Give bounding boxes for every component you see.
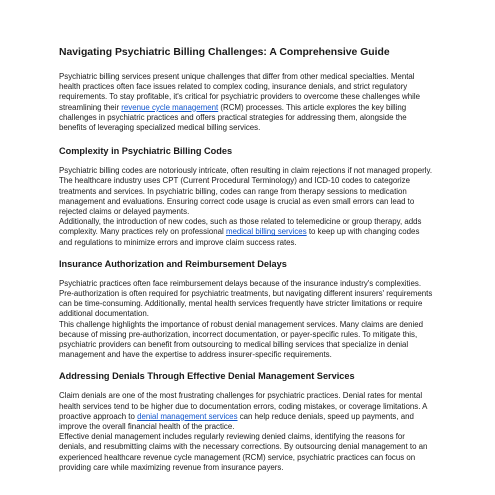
section-paragraph: This challenge highlights the importance of robust denial management services. Many claims are denied because of missing pre-authorization, incorrect documentation, or payer-specific rules. To mitigate this, psychiatric providers can benefit from outsourcing to medical billing services that specialize in denial management and have the expertise to address insurer-specific requirements. [59, 319, 424, 360]
intro-text-1: Psychiatric billing services present unique challenges that differ from other medical specialties. Mental health practices often face issues related to complex coding, insurance denials, and strict regulatory requirements. To stay profitable, it's critical for psychiatric providers to overcome these challenges while streamlining their [59, 72, 420, 112]
section-denial-management [59, 370, 433, 473]
link-denial-management-services[interactable]: denial management services [137, 411, 238, 421]
section-paragraph [59, 217, 433, 248]
section-heading: Complexity in Psychiatric Billing Codes [59, 146, 233, 157]
section-paragraph [59, 391, 433, 432]
paragraph-text: to keep up with changing codes and regulations to minimize errors and improve claim success rates. [59, 227, 420, 247]
section-heading: Insurance Authorization and Reimbursement Delays [59, 258, 287, 269]
section-paragraph: Psychiatric billing codes are notoriously intricate, often resulting in claim rejections if not managed properly. The healthcare industry uses CPT (Current Procedural Terminology) and ICD-10 codes to categorize treatments and services. In psychiatric billing, codes can range from therapy sessions to medication management and evaluations. Ensuring correct code usage is crucial as even small errors can lead to rejected claims or delayed payments. [59, 166, 433, 217]
page-title: Navigating Psychiatric Billing Challenges: A Comprehensive Guide [59, 47, 390, 58]
paragraph-text: Claim denials are one of the most frustrating challenges for psychiatric practices. Denial rates for mental health services tend to be higher due to documentation errors, coding mistakes, or coverage limitations. A proactive approach to [59, 391, 427, 421]
section-billing-codes [59, 145, 433, 248]
intro-paragraph [59, 72, 433, 133]
section-insurance-authorization [59, 258, 433, 361]
section-paragraph: Psychiatric practices often face reimbursement delays because of the insurance industry's complexities. Pre-authorization is often required for psychiatric treatments, but navigating different insurers' requirements can be time-consuming. Additionally, mental health services frequently have stricter limitations or require additional documentation. [59, 278, 433, 319]
intro-text-2: (RCM) processes. This article explores the key billing challenges in psychiatric practices and offers practical strategies for addressing them, alongside the benefits of leveraging specialized medical billing services. [59, 102, 407, 133]
paragraph-text: can help reduce denials, speed up payments, and improve the overall financial health of the practice. [59, 411, 414, 432]
paragraph-text: Additionally, the introduction of new codes, such as those related to telemedicine or group therapy, adds complexity. Many practices rely on professional [59, 217, 422, 237]
link-medical-billing-services[interactable]: medical billing services [225, 227, 307, 237]
section-paragraph: Effective denial management includes regularly reviewing denied claims, identifying the reasons for denials, and resubmitting claims with the necessary corrections. By outsourcing denial management to an experienced healthcare revenue cycle management (RCM) service, psychiatric practices can focus on providing care while maximizing revenue from insurance payers. [59, 432, 428, 472]
section-heading: Addressing Denials Through Effective Denial Management Services [59, 371, 355, 382]
link-revenue-cycle-management[interactable]: revenue cycle management [121, 102, 219, 112]
